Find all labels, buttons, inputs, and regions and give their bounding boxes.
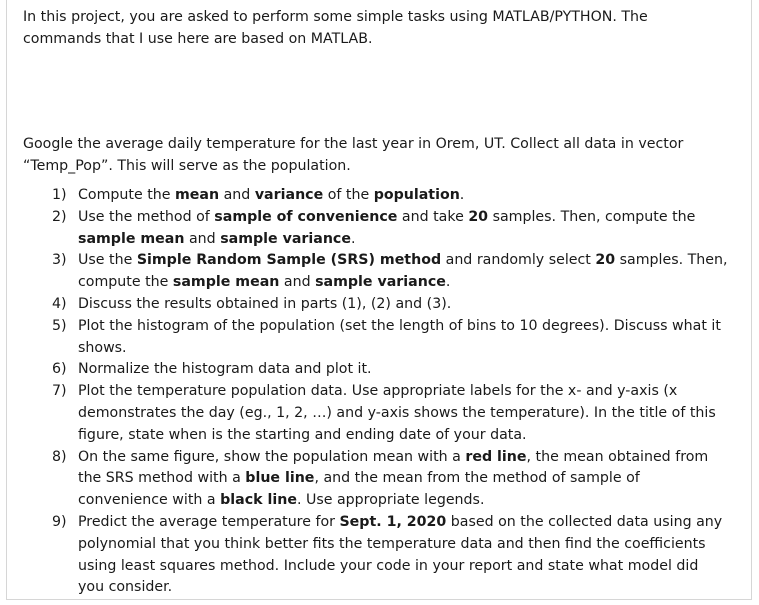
item-text	[78, 252, 728, 290]
bold-text: population	[373, 187, 460, 203]
bold-text: black line	[220, 492, 297, 509]
bold-text: blue line	[245, 470, 315, 487]
item-number: 8)	[52, 448, 67, 465]
text-run: and randomly select	[441, 252, 596, 269]
text-run: , and the mean from the method of sample of convenience with a	[78, 470, 640, 509]
item-text	[78, 514, 722, 595]
item-number: 2)	[52, 208, 67, 225]
item-text	[78, 361, 372, 377]
item-text	[78, 296, 451, 312]
list-item	[0, 359, 728, 381]
bold-text: red line	[465, 448, 527, 465]
text-run: Discuss the results obtained in parts (1), (2) and (3).	[78, 295, 452, 312]
intro-paragraph: In this project, you are asked to perform some simple tasks using MATLAB/PYTHON. The commands that I use here are based on MATLAB.	[23, 9, 648, 47]
item-number: 3)	[52, 252, 67, 269]
bold-text: sample variance	[315, 274, 446, 291]
text-run: .	[459, 187, 465, 203]
bold-text: 20	[468, 208, 489, 225]
text-run: Normalize the histogram data and plot it.	[78, 361, 372, 378]
bold-text: 20	[595, 252, 616, 269]
item-number: 9)	[52, 513, 67, 530]
bold-text: sample mean	[78, 230, 185, 247]
text-run: Plot the temperature population data. Use appropriate labels for the x- and y-axis (x demonstrates the day (eg., 1, 2, …) and y-axis shows the temperature). In the title of this figure, state when is the starting and ending date of your data.	[78, 383, 716, 443]
text-run: and	[219, 187, 255, 203]
bold-text: Simple Random Sample (SRS) method	[136, 252, 442, 269]
text-run: and	[279, 274, 316, 291]
list-item	[0, 316, 728, 360]
bold-text: sample variance	[220, 230, 351, 247]
item-number: 5)	[52, 317, 67, 334]
task-list	[0, 185, 728, 599]
bold-text: mean	[175, 187, 220, 203]
list-item	[0, 207, 728, 251]
text-run: .	[445, 274, 451, 291]
text-run: samples. Then, compute the	[78, 252, 728, 291]
list-item	[0, 512, 728, 599]
text-run: Use the	[78, 252, 137, 269]
text-run: Compute the	[78, 187, 175, 203]
task-paragraph: Google the average daily temperature for the last year in Orem, UT. Collect all data in vector “Temp_Pop”. This will serve as the population.	[23, 136, 684, 174]
text-run: On the same figure, show the population mean with a	[78, 448, 466, 465]
bold-text: sample mean	[172, 274, 280, 291]
list-item	[0, 185, 728, 207]
item-number: 4)	[52, 295, 67, 312]
item-number: 7)	[52, 383, 67, 400]
item-number: 1)	[52, 187, 67, 203]
list-item	[0, 381, 728, 446]
text-run: based on the collected data using any polynomial that you think better fits the temperature data and then find the coefficients using least squares method. Include your code in your report and state what model did you consider.	[78, 513, 723, 596]
text-run: and take	[397, 208, 469, 225]
bold-text: sample of convenience	[214, 208, 398, 225]
list-item	[0, 250, 728, 294]
text-run: and	[184, 230, 221, 247]
item-text	[78, 209, 695, 247]
text-run: . Use appropriate legends.	[296, 492, 485, 509]
item-text	[78, 449, 708, 509]
list-item	[0, 447, 728, 512]
item-text	[78, 383, 716, 443]
bold-text: variance	[254, 187, 324, 203]
text-run: Plot the histogram of the population (set the length of bins to 10 degrees). Discuss what it shows.	[78, 317, 721, 356]
bold-text: Sept. 1, 2020	[339, 513, 447, 530]
text-run: .	[350, 230, 356, 247]
text-run: samples. Then, compute the	[488, 208, 696, 225]
text-run: Predict the average temperature for	[78, 513, 340, 530]
item-number: 6)	[52, 361, 67, 378]
text-run: , the mean obtained from the SRS method with a	[78, 448, 709, 487]
text-run: Use the method of	[78, 208, 215, 225]
list-item	[0, 294, 728, 316]
text-run: of the	[323, 187, 374, 203]
item-text	[78, 318, 721, 356]
item-text	[78, 187, 464, 203]
